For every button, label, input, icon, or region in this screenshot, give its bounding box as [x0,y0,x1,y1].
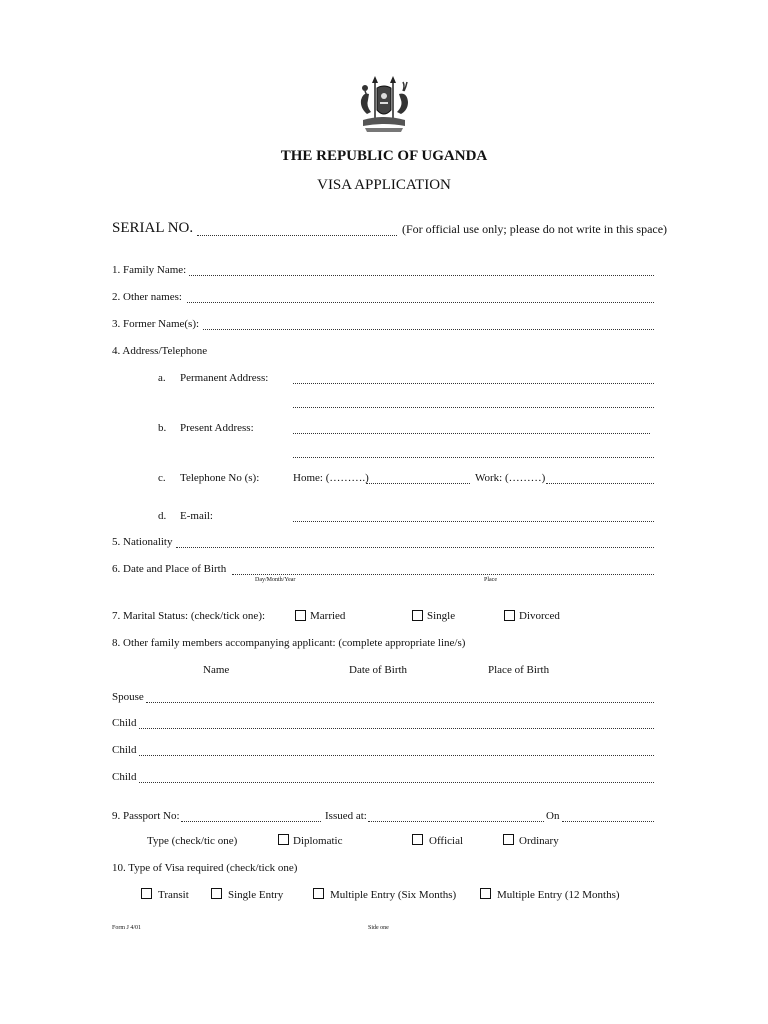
diplomatic-checkbox[interactable] [278,834,289,845]
multiple-entry-12-months-option-label: Multiple Entry (12 Months) [497,889,620,901]
serial-label: SERIAL NO. [112,220,194,236]
official-option-label: Official [429,835,464,847]
serial-field [197,225,397,236]
serial-note: (For official use only; please do not write in this space) [402,222,668,236]
home-phone-field[interactable] [366,473,470,484]
child-row-label-2: Child [112,744,137,756]
spouse-row-label: Spouse [112,691,144,703]
married-option-label: Married [310,610,346,622]
column-header-date-of-birth: Date of Birth [349,664,408,676]
item-c-marker: c. [158,472,166,484]
passport-label: 9. Passport No: [112,810,180,822]
divorced-checkbox[interactable] [504,610,515,621]
birth-field[interactable] [232,564,654,575]
multiple-entry-12-months-checkbox[interactable] [480,888,491,899]
work-phone-field[interactable] [546,473,654,484]
home-phone-label: Home: (……….) [293,472,369,484]
spouse-row-field[interactable] [146,692,654,703]
family-name-label: 1. Family Name: [112,264,187,276]
ordinary-checkbox[interactable] [503,834,514,845]
family-name-field[interactable] [189,265,654,276]
coat-of-arms-emblem [355,74,413,134]
issued-on-field[interactable] [562,811,654,822]
column-header-name: Name [203,664,230,676]
present-address-field-1[interactable] [293,423,650,434]
married-checkbox[interactable] [295,610,306,621]
multiple-entry-six-months-option-label: Multiple Entry (Six Months) [330,889,457,901]
issued-at-label: Issued at: [325,810,367,822]
telephone-label: Telephone No (s): [180,472,260,484]
form-number: Form J 4/01 [112,925,142,931]
permanent-address-field-1[interactable] [293,373,654,384]
issued-on-label: On [546,810,560,822]
permanent-address-field-2[interactable] [293,397,654,408]
marital-status-label: 7. Marital Status: (check/tick one): [112,610,266,622]
official-checkbox[interactable] [412,834,423,845]
other-names-label: 2. Other names: [112,291,182,303]
present-address-field-2[interactable] [293,447,654,458]
family-members-label: 8. Other family members accompanying applicant: (complete appropriate line/s) [112,637,466,649]
item-d-marker: d. [158,510,167,522]
email-label: E-mail: [180,510,213,522]
birth-label: 6. Date and Place of Birth [112,563,227,575]
permanent-address-label: Permanent Address: [180,372,269,384]
issued-at-field[interactable] [368,811,544,822]
child-row-label-3: Child [112,771,137,783]
diplomatic-option-label: Diplomatic [293,835,343,847]
nationality-field[interactable] [176,537,654,548]
other-names-field[interactable] [187,292,654,303]
birth-place-hint: Place [484,577,497,583]
work-phone-label: Work: (………) [475,472,546,484]
email-field[interactable] [293,511,654,522]
visa-type-label: 10. Type of Visa required (check/tick one) [112,862,298,874]
former-names-field[interactable] [203,319,654,330]
divorced-option-label: Divorced [519,610,560,622]
column-header-place-of-birth: Place of Birth [488,664,550,676]
single-checkbox[interactable] [412,610,423,621]
child-row-field-3[interactable] [139,772,654,783]
side-indicator: Side one [368,925,389,931]
passport-type-label: Type (check/tic one) [147,835,238,847]
child-row-field-1[interactable] [139,718,654,729]
single-entry-option-label: Single Entry [228,889,284,901]
ordinary-option-label: Ordinary [519,835,559,847]
single-entry-checkbox[interactable] [211,888,222,899]
present-address-label: Present Address: [180,422,254,434]
item-a-marker: a. [158,372,166,384]
former-names-label: 3. Former Name(s): [112,318,200,330]
child-row-label-1: Child [112,717,137,729]
birth-date-hint: Day/Month/Year [255,577,296,583]
page-title: THE REPUBLIC OF UGANDA [280,148,488,164]
transit-option-label: Transit [158,889,189,901]
transit-checkbox[interactable] [141,888,152,899]
child-row-field-2[interactable] [139,745,654,756]
passport-number-field[interactable] [181,811,321,822]
item-b-marker: b. [158,422,167,434]
page-subtitle: VISA APPLICATION [317,177,451,193]
multiple-entry-six-months-checkbox[interactable] [313,888,324,899]
nationality-label: 5. Nationality [112,536,173,548]
address-telephone-label: 4. Address/Telephone [112,345,208,357]
single-option-label: Single [427,610,456,622]
